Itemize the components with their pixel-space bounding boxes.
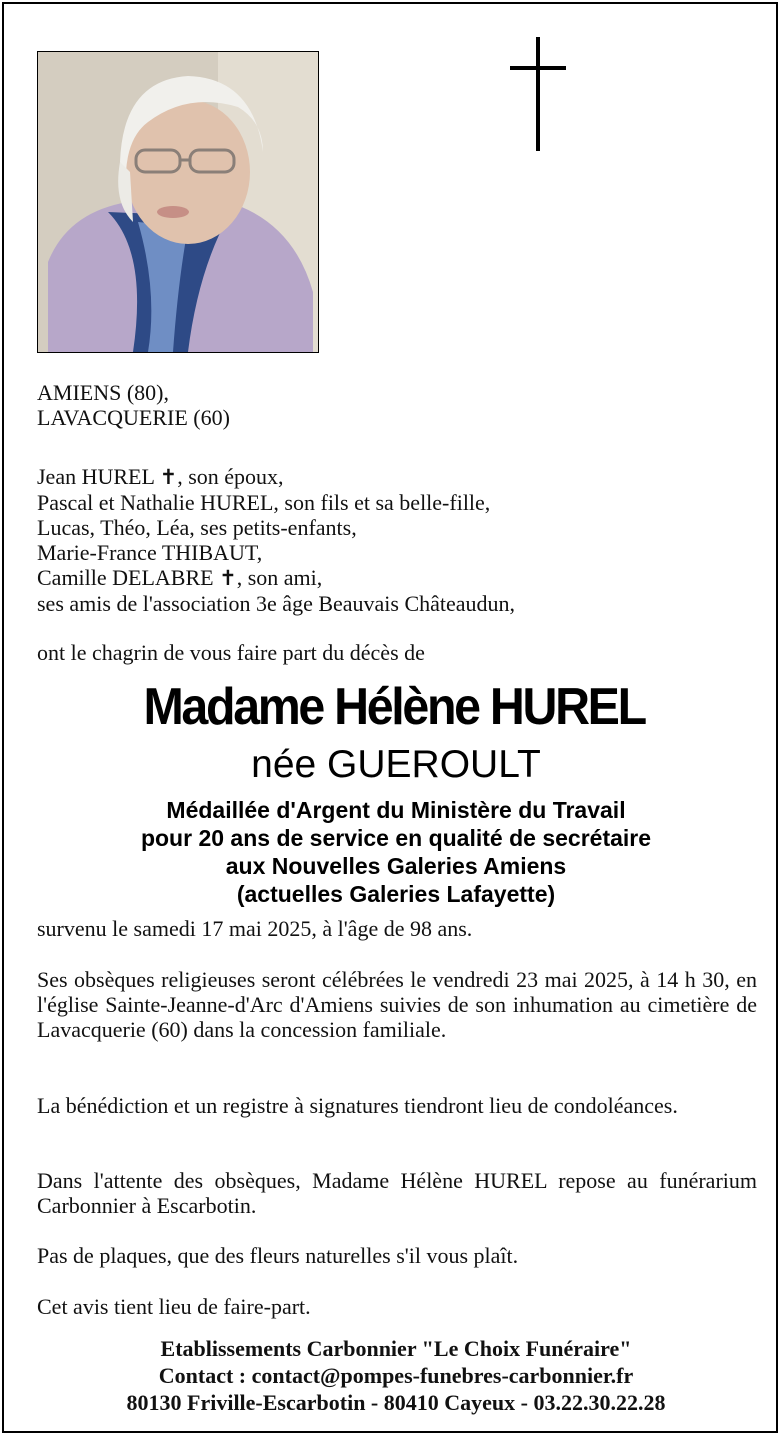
family-member: Pascal et Nathalie HUREL, son fils et sa belle-fille, — [37, 490, 491, 515]
family-list — [37, 464, 757, 616]
death-line: survenu le samedi 17 mai 2025, à l'âge de 98 ans. — [37, 916, 473, 941]
deceased-photo — [37, 51, 319, 353]
distinction-line: pour 20 ans de service en qualité de secrétaire — [140, 825, 652, 851]
distinction-line: Médaillée d'Argent du Ministère du Travail — [166, 797, 626, 823]
distinction-line: (actuelles Galeries Lafayette) — [236, 881, 556, 907]
funeral-home-footer — [4, 1335, 784, 1416]
announcement-intro: ont le chagrin de vous faire part du décès de — [37, 640, 425, 665]
repose-paragraph: Dans l'attente des obsèques, Madame Hélène HUREL repose au funérarium Carbonnier à Escarbotin. — [37, 1168, 757, 1218]
cross-icon: ✝ — [159, 465, 178, 489]
deceased-name: Madame Hélène HUREL — [143, 678, 645, 736]
locations — [37, 380, 757, 430]
family-member: Marie-France THIBAUT, — [37, 540, 263, 565]
distinction-line: aux Nouvelles Galeries Amiens — [225, 853, 567, 879]
benediction-paragraph: La bénédiction et un registre à signatures tiendront lieu de condoléances. — [37, 1093, 678, 1118]
obituary-card — [2, 2, 778, 1433]
funeral-paragraph: Ses obsèques religieuses seront célébrées le vendredi 23 mai 2025, à 14 h 30, en l'église Sainte-Jeanne-d'Arc d'Amiens suivies de son inhumation au cimetière de Lavacquerie (60) dans la concession familiale. — [37, 967, 757, 1042]
family-member: Jean HUREL ✝, son époux, — [37, 464, 284, 489]
family-member: ses amis de l'association 3e âge Beauvais Châteaudun, — [37, 591, 516, 616]
family-member: Lucas, Théo, Léa, ses petits-enfants, — [37, 515, 357, 540]
location-line: LAVACQUERIE (60) — [37, 405, 230, 430]
contact-line: Contact : contact@pompes-funebres-carbonnier.fr — [158, 1363, 634, 1388]
location-line: AMIENS (80), — [37, 380, 169, 405]
company-name: Etablissements Carbonnier "Le Choix Funéraire" — [160, 1336, 632, 1361]
distinction — [4, 796, 784, 908]
address-line: 80130 Friville-Escarbotin - 80410 Cayeux - 03.22.30.22.28 — [126, 1390, 666, 1415]
cross-icon: ✝ — [219, 566, 237, 590]
flowers-note: Pas de plaques, que des fleurs naturelles s'il vous plaît. — [37, 1243, 519, 1268]
family-member: Camille DELABRE ✝, son ami, — [37, 565, 323, 590]
cross-icon — [510, 37, 568, 151]
notice-note: Cet avis tient lieu de faire-part. — [37, 1294, 311, 1319]
maiden-name: née GUEROULT — [251, 743, 541, 786]
